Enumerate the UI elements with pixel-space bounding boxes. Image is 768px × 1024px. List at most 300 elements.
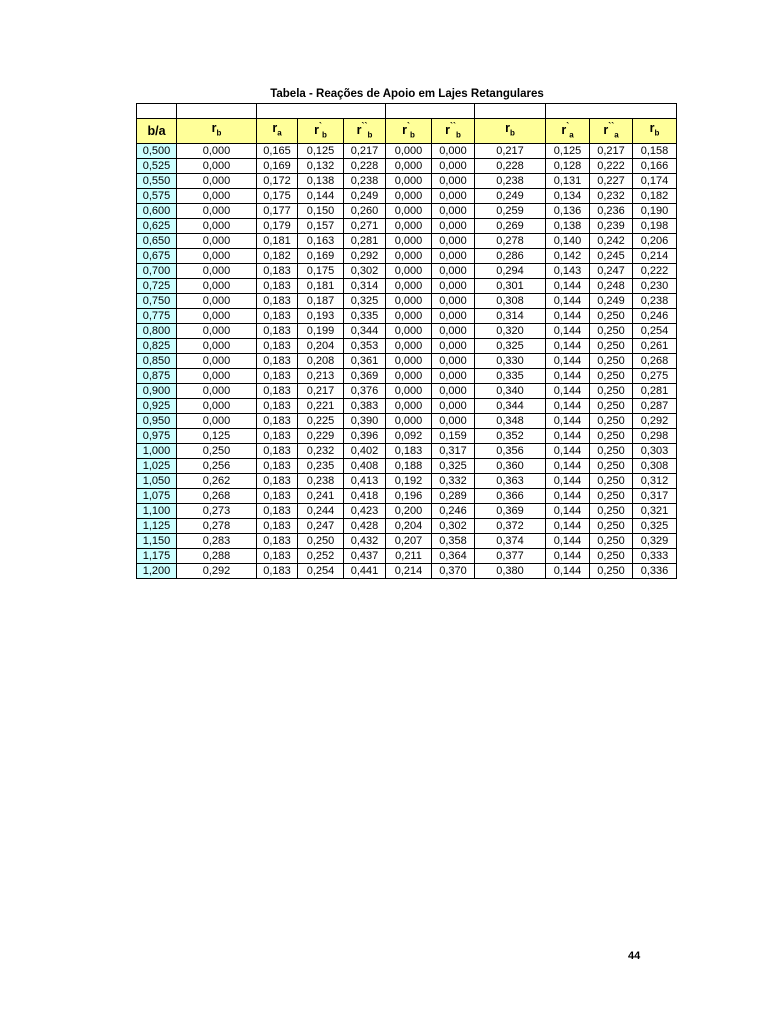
value-cell: 0,183 <box>257 443 298 458</box>
value-cell: 0,150 <box>298 203 344 218</box>
value-cell: 0,396 <box>344 428 386 443</box>
value-cell: 0,163 <box>298 233 344 248</box>
table-row <box>137 323 677 338</box>
tipo-cell <box>137 104 177 119</box>
page-number: 44 <box>628 950 641 962</box>
value-cell: 0,370 <box>432 563 475 578</box>
value-cell: 0,308 <box>475 293 546 308</box>
value-cell: 0,000 <box>432 398 475 413</box>
value-cell: 0,250 <box>590 488 633 503</box>
value-cell: 0,423 <box>344 503 386 518</box>
value-cell: 0,260 <box>344 203 386 218</box>
value-cell: 0,238 <box>344 173 386 188</box>
value-cell: 0,225 <box>298 413 344 428</box>
value-cell: 0,000 <box>432 323 475 338</box>
value-cell: 0,144 <box>546 533 590 548</box>
value-cell: 0,000 <box>386 188 432 203</box>
value-cell: 0,227 <box>590 173 633 188</box>
value-cell: 0,000 <box>177 398 257 413</box>
value-cell: 0,131 <box>546 173 590 188</box>
table-row <box>137 458 677 473</box>
value-cell: 0,250 <box>590 368 633 383</box>
value-cell: 0,183 <box>257 293 298 308</box>
table-row <box>137 533 677 548</box>
value-cell: 0,314 <box>475 308 546 323</box>
value-cell: 0,292 <box>344 248 386 263</box>
value-cell: 0,247 <box>298 518 344 533</box>
value-cell: 0,000 <box>386 293 432 308</box>
value-cell: 0,286 <box>475 248 546 263</box>
value-cell: 0,144 <box>546 323 590 338</box>
ba-cell: 1,125 <box>137 518 177 533</box>
value-cell: 0,314 <box>344 278 386 293</box>
value-cell: 0,144 <box>546 278 590 293</box>
value-cell: 0,248 <box>590 278 633 293</box>
value-cell: 0,128 <box>546 158 590 173</box>
value-cell: 0,247 <box>590 263 633 278</box>
table-row <box>137 218 677 233</box>
value-cell: 0,000 <box>177 248 257 263</box>
table-row <box>137 398 677 413</box>
value-cell: 0,144 <box>546 488 590 503</box>
value-cell: 0,144 <box>546 548 590 563</box>
column-header-row <box>137 119 677 144</box>
value-cell: 0,000 <box>386 143 432 158</box>
value-cell: 0,336 <box>633 563 677 578</box>
value-cell: 0,183 <box>257 263 298 278</box>
value-cell: 0,238 <box>475 173 546 188</box>
value-cell: 0,230 <box>633 278 677 293</box>
value-cell: 0,193 <box>298 308 344 323</box>
value-cell: 0,376 <box>344 383 386 398</box>
value-cell: 0,250 <box>590 563 633 578</box>
value-cell: 0,144 <box>546 428 590 443</box>
support-reactions-table <box>136 103 677 579</box>
value-cell: 0,182 <box>633 188 677 203</box>
ba-cell: 1,075 <box>137 488 177 503</box>
value-cell: 0,256 <box>177 458 257 473</box>
value-cell: 0,390 <box>344 413 386 428</box>
value-cell: 0,000 <box>177 173 257 188</box>
value-cell: 0,361 <box>344 353 386 368</box>
value-cell: 0,374 <box>475 533 546 548</box>
value-cell: 0,204 <box>386 518 432 533</box>
value-cell: 0,250 <box>590 353 633 368</box>
value-cell: 0,372 <box>475 518 546 533</box>
value-cell: 0,250 <box>590 383 633 398</box>
value-cell: 0,000 <box>177 413 257 428</box>
value-cell: 0,190 <box>633 203 677 218</box>
value-cell: 0,000 <box>432 308 475 323</box>
ba-cell: 1,100 <box>137 503 177 518</box>
value-cell: 0,000 <box>386 353 432 368</box>
value-cell: 0,188 <box>386 458 432 473</box>
table-row <box>137 203 677 218</box>
value-cell: 0,289 <box>432 488 475 503</box>
value-cell: 0,000 <box>177 143 257 158</box>
value-cell: 0,000 <box>432 338 475 353</box>
ba-cell: 0,650 <box>137 233 177 248</box>
value-cell: 0,183 <box>257 323 298 338</box>
value-cell: 0,174 <box>633 173 677 188</box>
value-cell: 0,221 <box>298 398 344 413</box>
value-cell: 0,183 <box>257 353 298 368</box>
value-cell: 0,183 <box>257 338 298 353</box>
value-cell: 0,000 <box>177 278 257 293</box>
value-cell: 0,183 <box>257 308 298 323</box>
value-cell: 0,182 <box>257 248 298 263</box>
ba-cell: 0,975 <box>137 428 177 443</box>
value-cell: 0,138 <box>298 173 344 188</box>
value-cell: 0,294 <box>475 263 546 278</box>
value-cell: 0,358 <box>432 533 475 548</box>
ba-cell: 1,000 <box>137 443 177 458</box>
table-row <box>137 233 677 248</box>
value-cell: 0,241 <box>298 488 344 503</box>
ba-cell: 0,525 <box>137 158 177 173</box>
ba-cell: 1,175 <box>137 548 177 563</box>
value-cell: 0,165 <box>257 143 298 158</box>
value-cell: 0,175 <box>298 263 344 278</box>
value-cell: 0,175 <box>257 188 298 203</box>
value-cell: 0,144 <box>546 458 590 473</box>
value-cell: 0,261 <box>633 338 677 353</box>
value-cell: 0,332 <box>432 473 475 488</box>
type-a-cell <box>177 104 257 119</box>
table-row <box>137 353 677 368</box>
value-cell: 0,000 <box>386 413 432 428</box>
value-cell: 0,441 <box>344 563 386 578</box>
value-cell: 0,000 <box>386 248 432 263</box>
value-cell: 0,181 <box>257 233 298 248</box>
value-cell: 0,000 <box>177 383 257 398</box>
value-cell: 0,125 <box>177 428 257 443</box>
table-title: Tabela - Reações de Apoio em Lajes Retangulares <box>270 88 544 100</box>
value-cell: 0,353 <box>344 338 386 353</box>
value-cell: 0,183 <box>257 278 298 293</box>
value-cell: 0,269 <box>475 218 546 233</box>
value-cell: 0,232 <box>298 443 344 458</box>
value-cell: 0,250 <box>590 503 633 518</box>
col-ra-b: $r_a$ <box>257 119 298 144</box>
value-cell: 0,217 <box>475 143 546 158</box>
value-cell: 0,246 <box>633 308 677 323</box>
value-cell: 0,159 <box>432 428 475 443</box>
value-cell: 0,144 <box>546 518 590 533</box>
value-cell: 0,169 <box>257 158 298 173</box>
value-cell: 0,132 <box>298 158 344 173</box>
col-rb-e: $r_b$ <box>633 119 677 144</box>
value-cell: 0,172 <box>257 173 298 188</box>
value-cell: 0,183 <box>257 518 298 533</box>
value-cell: 0,092 <box>386 428 432 443</box>
ba-cell: 0,625 <box>137 218 177 233</box>
type-b-cell <box>257 104 386 119</box>
value-cell: 0,317 <box>432 443 475 458</box>
value-cell: 0,200 <box>386 503 432 518</box>
col-rb-d: $r_b$ <box>475 119 546 144</box>
value-cell: 0,283 <box>177 533 257 548</box>
value-cell: 0,000 <box>386 398 432 413</box>
value-cell: 0,302 <box>344 263 386 278</box>
value-cell: 0,344 <box>475 398 546 413</box>
value-cell: 0,183 <box>257 383 298 398</box>
value-cell: 0,000 <box>386 218 432 233</box>
value-cell: 0,217 <box>298 383 344 398</box>
value-cell: 0,325 <box>344 293 386 308</box>
table-row <box>137 548 677 563</box>
value-cell: 0,000 <box>432 233 475 248</box>
value-cell: 0,432 <box>344 533 386 548</box>
value-cell: 0,250 <box>590 398 633 413</box>
value-cell: 0,000 <box>177 158 257 173</box>
value-cell: 0,246 <box>432 503 475 518</box>
value-cell: 0,144 <box>546 473 590 488</box>
value-cell: 0,000 <box>386 278 432 293</box>
ba-cell: 1,025 <box>137 458 177 473</box>
table-row <box>137 563 677 578</box>
value-cell: 0,213 <box>298 368 344 383</box>
value-cell: 0,250 <box>590 458 633 473</box>
value-cell: 0,363 <box>475 473 546 488</box>
value-cell: 0,000 <box>177 233 257 248</box>
value-cell: 0,301 <box>475 278 546 293</box>
table-body <box>137 143 677 578</box>
value-cell: 0,000 <box>432 218 475 233</box>
table-row <box>137 488 677 503</box>
value-cell: 0,302 <box>432 518 475 533</box>
table-row <box>137 413 677 428</box>
table-row <box>137 428 677 443</box>
value-cell: 0,222 <box>633 263 677 278</box>
ba-cell: 0,750 <box>137 293 177 308</box>
ba-cell: 0,575 <box>137 188 177 203</box>
value-cell: 0,000 <box>432 248 475 263</box>
value-cell: 0,383 <box>344 398 386 413</box>
value-cell: 0,303 <box>633 443 677 458</box>
value-cell: 0,144 <box>546 308 590 323</box>
value-cell: 0,344 <box>344 323 386 338</box>
value-cell: 0,000 <box>386 173 432 188</box>
value-cell: 0,250 <box>590 308 633 323</box>
value-cell: 0,157 <box>298 218 344 233</box>
value-cell: 0,364 <box>432 548 475 563</box>
ba-cell: 1,150 <box>137 533 177 548</box>
value-cell: 0,169 <box>298 248 344 263</box>
value-cell: 0,232 <box>590 188 633 203</box>
value-cell: 0,000 <box>177 293 257 308</box>
table-row <box>137 338 677 353</box>
value-cell: 0,348 <box>475 413 546 428</box>
value-cell: 0,250 <box>590 548 633 563</box>
value-cell: 0,369 <box>344 368 386 383</box>
col-rb-a: $r_b$ <box>177 119 257 144</box>
value-cell: 0,142 <box>546 248 590 263</box>
value-cell: 0,238 <box>298 473 344 488</box>
table-row <box>137 278 677 293</box>
table-row <box>137 248 677 263</box>
type-d-cell <box>475 104 546 119</box>
value-cell: 0,000 <box>177 368 257 383</box>
ba-cell: 0,725 <box>137 278 177 293</box>
value-cell: 0,329 <box>633 533 677 548</box>
ba-cell: 0,850 <box>137 353 177 368</box>
value-cell: 0,238 <box>633 293 677 308</box>
value-cell: 0,000 <box>177 218 257 233</box>
col-r2a-e: $r^{``}_a$ <box>590 119 633 144</box>
value-cell: 0,000 <box>432 413 475 428</box>
value-cell: 0,249 <box>475 188 546 203</box>
value-cell: 0,183 <box>257 368 298 383</box>
value-cell: 0,217 <box>344 143 386 158</box>
value-cell: 0,144 <box>546 353 590 368</box>
value-cell: 0,229 <box>298 428 344 443</box>
ba-cell: 0,800 <box>137 323 177 338</box>
value-cell: 0,144 <box>546 338 590 353</box>
value-cell: 0,268 <box>177 488 257 503</box>
value-cell: 0,136 <box>546 203 590 218</box>
col-r1b-c: $r^`_b$ <box>386 119 432 144</box>
value-cell: 0,000 <box>386 338 432 353</box>
value-cell: 0,428 <box>344 518 386 533</box>
value-cell: 0,183 <box>257 458 298 473</box>
value-cell: 0,366 <box>475 488 546 503</box>
ba-cell: 0,675 <box>137 248 177 263</box>
ba-cell: 0,950 <box>137 413 177 428</box>
ba-cell: 1,200 <box>137 563 177 578</box>
value-cell: 0,166 <box>633 158 677 173</box>
value-cell: 0,183 <box>257 533 298 548</box>
value-cell: 0,308 <box>633 458 677 473</box>
ba-cell: 0,875 <box>137 368 177 383</box>
value-cell: 0,144 <box>546 368 590 383</box>
value-cell: 0,333 <box>633 548 677 563</box>
value-cell: 0,380 <box>475 563 546 578</box>
value-cell: 0,214 <box>633 248 677 263</box>
value-cell: 0,268 <box>633 353 677 368</box>
ba-cell: 1,050 <box>137 473 177 488</box>
ba-cell: 0,925 <box>137 398 177 413</box>
value-cell: 0,144 <box>546 563 590 578</box>
value-cell: 0,321 <box>633 503 677 518</box>
value-cell: 0,250 <box>590 413 633 428</box>
value-cell: 0,245 <box>590 248 633 263</box>
col-r1a-e: $r^`_a$ <box>546 119 590 144</box>
value-cell: 0,158 <box>633 143 677 158</box>
value-cell: 0,000 <box>177 338 257 353</box>
value-cell: 0,138 <box>546 218 590 233</box>
value-cell: 0,408 <box>344 458 386 473</box>
value-cell: 0,183 <box>257 428 298 443</box>
value-cell: 0,340 <box>475 383 546 398</box>
value-cell: 0,402 <box>344 443 386 458</box>
value-cell: 0,320 <box>475 323 546 338</box>
type-e-cell <box>546 104 677 119</box>
value-cell: 0,183 <box>257 503 298 518</box>
value-cell: 0,000 <box>177 188 257 203</box>
value-cell: 0,271 <box>344 218 386 233</box>
value-cell: 0,183 <box>257 548 298 563</box>
value-cell: 0,360 <box>475 458 546 473</box>
col-r2b-b: $r^{``}_b$ <box>344 119 386 144</box>
value-cell: 0,335 <box>475 368 546 383</box>
value-cell: 0,000 <box>432 293 475 308</box>
value-cell: 0,000 <box>386 383 432 398</box>
value-cell: 0,134 <box>546 188 590 203</box>
ba-cell: 0,500 <box>137 143 177 158</box>
value-cell: 0,242 <box>590 233 633 248</box>
table-row <box>137 443 677 458</box>
value-cell: 0,325 <box>432 458 475 473</box>
table-row <box>137 368 677 383</box>
value-cell: 0,325 <box>475 338 546 353</box>
value-cell: 0,204 <box>298 338 344 353</box>
value-cell: 0,000 <box>177 263 257 278</box>
value-cell: 0,000 <box>386 263 432 278</box>
value-cell: 0,144 <box>546 293 590 308</box>
value-cell: 0,000 <box>432 203 475 218</box>
value-cell: 0,000 <box>432 143 475 158</box>
value-cell: 0,239 <box>590 218 633 233</box>
value-cell: 0,144 <box>546 383 590 398</box>
value-cell: 0,183 <box>386 443 432 458</box>
table-row <box>137 143 677 158</box>
value-cell: 0,207 <box>386 533 432 548</box>
table-row <box>137 188 677 203</box>
value-cell: 0,250 <box>177 443 257 458</box>
table-row <box>137 293 677 308</box>
value-cell: 0,437 <box>344 548 386 563</box>
value-cell: 0,000 <box>386 368 432 383</box>
value-cell: 0,177 <box>257 203 298 218</box>
value-cell: 0,000 <box>432 158 475 173</box>
value-cell: 0,208 <box>298 353 344 368</box>
value-cell: 0,250 <box>590 338 633 353</box>
value-cell: 0,144 <box>546 443 590 458</box>
value-cell: 0,254 <box>633 323 677 338</box>
value-cell: 0,211 <box>386 548 432 563</box>
table-row <box>137 503 677 518</box>
value-cell: 0,288 <box>177 548 257 563</box>
value-cell: 0,125 <box>298 143 344 158</box>
value-cell: 0,000 <box>386 308 432 323</box>
value-cell: 0,183 <box>257 488 298 503</box>
value-cell: 0,235 <box>298 458 344 473</box>
value-cell: 0,192 <box>386 473 432 488</box>
value-cell: 0,250 <box>298 533 344 548</box>
value-cell: 0,413 <box>344 473 386 488</box>
value-cell: 0,228 <box>475 158 546 173</box>
value-cell: 0,335 <box>344 308 386 323</box>
value-cell: 0,143 <box>546 263 590 278</box>
value-cell: 0,330 <box>475 353 546 368</box>
value-cell: 0,287 <box>633 398 677 413</box>
value-cell: 0,000 <box>386 158 432 173</box>
value-cell: 0,273 <box>177 503 257 518</box>
value-cell: 0,214 <box>386 563 432 578</box>
value-cell: 0,325 <box>633 518 677 533</box>
value-cell: 0,278 <box>177 518 257 533</box>
value-cell: 0,250 <box>590 518 633 533</box>
value-cell: 0,144 <box>546 398 590 413</box>
value-cell: 0,000 <box>432 263 475 278</box>
value-cell: 0,254 <box>298 563 344 578</box>
value-cell: 0,183 <box>257 398 298 413</box>
value-cell: 0,000 <box>386 233 432 248</box>
value-cell: 0,000 <box>432 278 475 293</box>
value-cell: 0,183 <box>257 473 298 488</box>
col-r1b-b: $r^`_b$ <box>298 119 344 144</box>
